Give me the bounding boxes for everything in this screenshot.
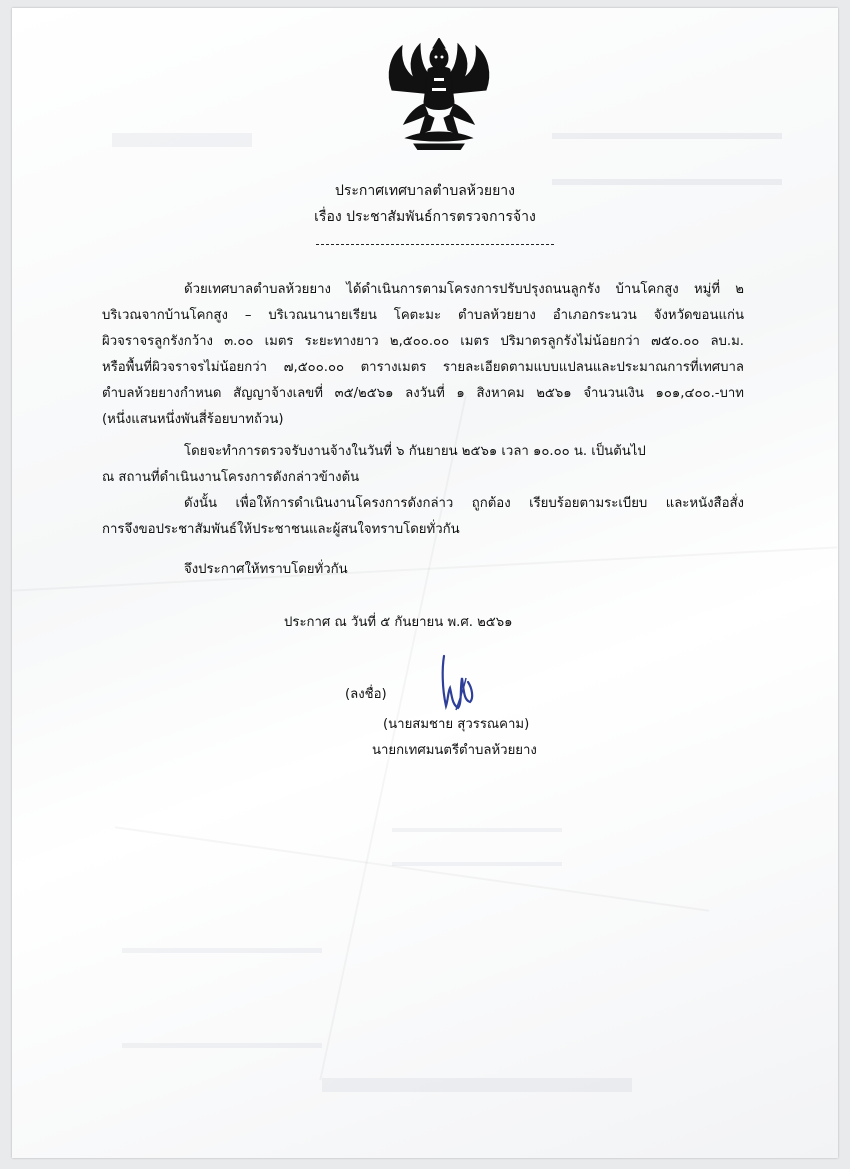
signer-position: นายกเทศมนตรีตำบลห้วยยาง [372,743,537,758]
dashed-separator [316,244,554,245]
garuda-emblem-icon [384,38,494,150]
paragraph-line: บริเวณจากบ้านโคกสูง – บริเวณนานายเรียน โคตะมะ ตำบลห้วยยาง อำเภอกระนวน จังหวัดขอนแก่น [102,308,744,323]
document-page [12,8,838,1158]
announcement-subject: เรื่อง ประชาสัมพันธ์การตรวจการจ้าง [314,209,536,225]
paragraph-line: ณ สถานที่ดำเนินงานโครงการดังกล่าวข้างต้น [102,470,360,485]
paragraph-line: ผิวจราจรลูกรังกว้าง ๓.๐๐ เมตร ระยะทางยาว ๒,๕๐๐.๐๐ เมตร ปริมาตรลูกรังไม่น้อยกว่า ๗๕๐.๐๐ ลบ.ม. [102,334,744,349]
bleed-through-text [392,828,562,866]
paragraph-line: (หนึ่งแสนหนึ่งพันสี่ร้อยบาทถ้วน) [102,412,284,427]
paragraph-line: ดังนั้น เพื่อให้การดำเนินงานโครงการดังกล่าว ถูกต้อง เรียบร้อยตามระเบียบ และหนังสือสั่ง [184,496,744,511]
bleed-through-text [322,1078,632,1092]
paragraph-line: ด้วยเทศบาลตำบลห้วยยาง ได้ดำเนินการตามโครงการปรับปรุงถนนลูกรัง บ้านโคกสูง หมู่ที่ ๒ [184,282,744,297]
bleed-through-text [122,948,322,1048]
signer-name: (นายสมชาย สุวรรณคาม) [383,717,530,732]
handwritten-signature-icon [430,648,490,718]
paragraph-line: การจึงขอประชาสัมพันธ์ให้ประชาชนและผู้สนใจทราบโดยทั่วกัน [102,522,460,537]
closing-line: จึงประกาศให้ทราบโดยทั่วกัน [184,562,348,577]
paragraph-line: ตำบลห้วยยางกำหนด สัญญาจ้างเลขที่ ๓๕/๒๕๖๑ ลงวันที่ ๑ สิงหาคม ๒๕๖๑ จำนวนเงิน ๑๐๑,๔๐๐.-บาท [102,386,744,401]
bleed-through-text [552,133,782,185]
bleed-through-text [112,133,252,147]
sign-label: (ลงชื่อ) [345,687,387,702]
announce-date: ประกาศ ณ วันที่ ๕ กันยายน พ.ศ. ๒๕๖๑ [284,615,513,630]
paragraph-line: โดยจะทำการตรวจรับงานจ้างในวันที่ ๖ กันยายน ๒๕๖๑ เวลา ๑๐.๐๐ น. เป็นต้นไป [184,444,646,459]
paragraph-line: หรือพื้นที่ผิวจราจรไม่น้อยกว่า ๗,๕๐๐.๐๐ ตารางเมตร รายละเอียดตามแบบแปลนและประมาณการที่เทศบาล [102,360,744,375]
announcement-title: ประกาศเทศบาลตำบลห้วยยาง [335,183,515,199]
